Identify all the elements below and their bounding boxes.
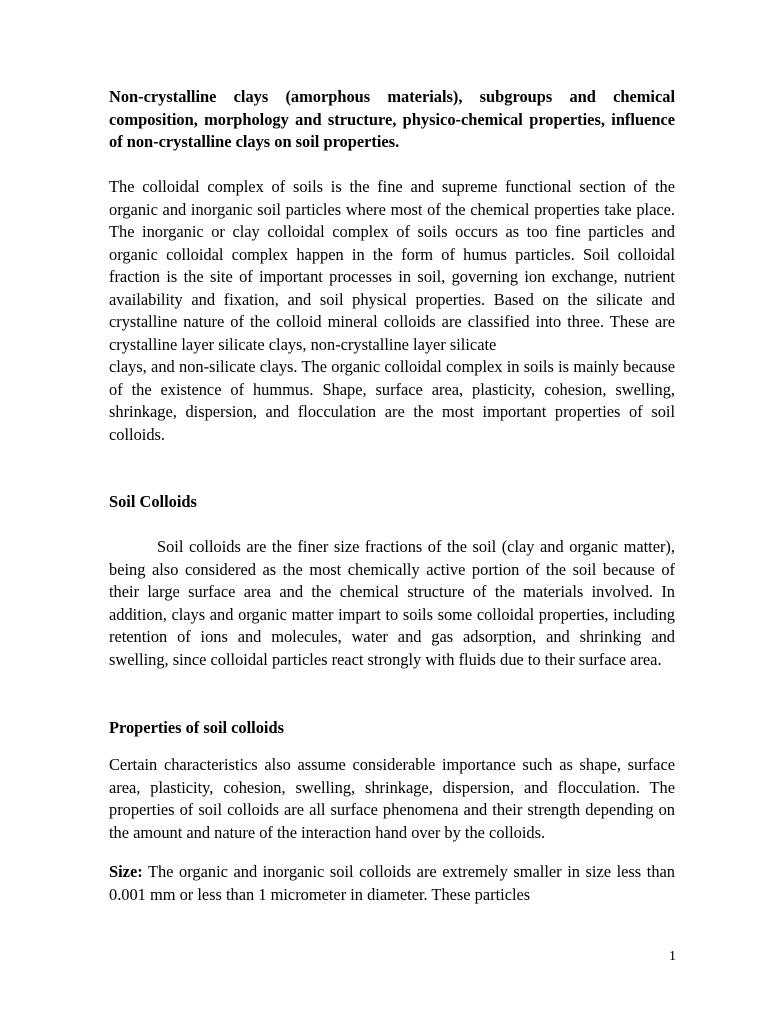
document-title: Non-crystalline clays (amorphous materials), subgroups and chemical composition, morphology and structure, physico-chemical properties, influence of non-crystalline clays on soil properties. (109, 87, 675, 151)
intro-paragraph (109, 176, 675, 446)
intro-paragraph-part-1: The colloidal complex of soils is the fine and supreme functional section of the organic and inorganic soil particles where most of the chemical properties take place. The inorganic or clay colloidal complex of soils occurs as too fine particles and organic colloidal complex happen in the form of humus particles. Soil colloidal fraction is the site of important processes in soil, governing ion exchange, nutrient availability and fixation, and soil physical properties. Based on the silicate and crystalline nature of the colloid mineral colloids are classified into three. These are crystalline layer silicate clays, non-crystalline layer silicate (109, 177, 675, 354)
section-heading-properties-of-soil-colloids: Properties of soil colloids (109, 718, 284, 737)
page-number: 1 (669, 949, 676, 964)
section-heading-soil-colloids: Soil Colloids (109, 492, 197, 511)
intro-paragraph-part-2: clays, and non-silicate clays. The organic colloidal complex in soils is mainly because of the existence of hummus. Shape, surface area, plasticity, cohesion, swelling, shrinkage, dispersion, and flocculation are the most important properties of soil colloids. (109, 357, 675, 444)
size-paragraph (109, 861, 675, 906)
properties-paragraph: Certain characteristics also assume considerable importance such as shape, surface area, plasticity, cohesion, swelling, shrinkage, dispersion, and flocculation. The properties of soil colloids are all surface phenomena and their strength depending on the amount and nature of the interaction hand over by the colloids. (109, 755, 675, 842)
size-label: Size: (109, 862, 143, 881)
size-text: The organic and inorganic soil colloids are extremely smaller in size less than 0.001 mm or less than 1 micrometer in diameter. These particles (109, 862, 675, 904)
soil-colloids-paragraph: Soil colloids are the finer size fractions of the soil (clay and organic matter), being also considered as the most chemically active portion of the soil because of their large surface area and the chemical structure of the materials involved. In addition, clays and organic matter impart to soils some colloidal properties, including retention of ions and molecules, water and gas adsorption, and shrinking and swelling, since colloidal particles react strongly with fluids due to their surface area. (109, 537, 675, 669)
